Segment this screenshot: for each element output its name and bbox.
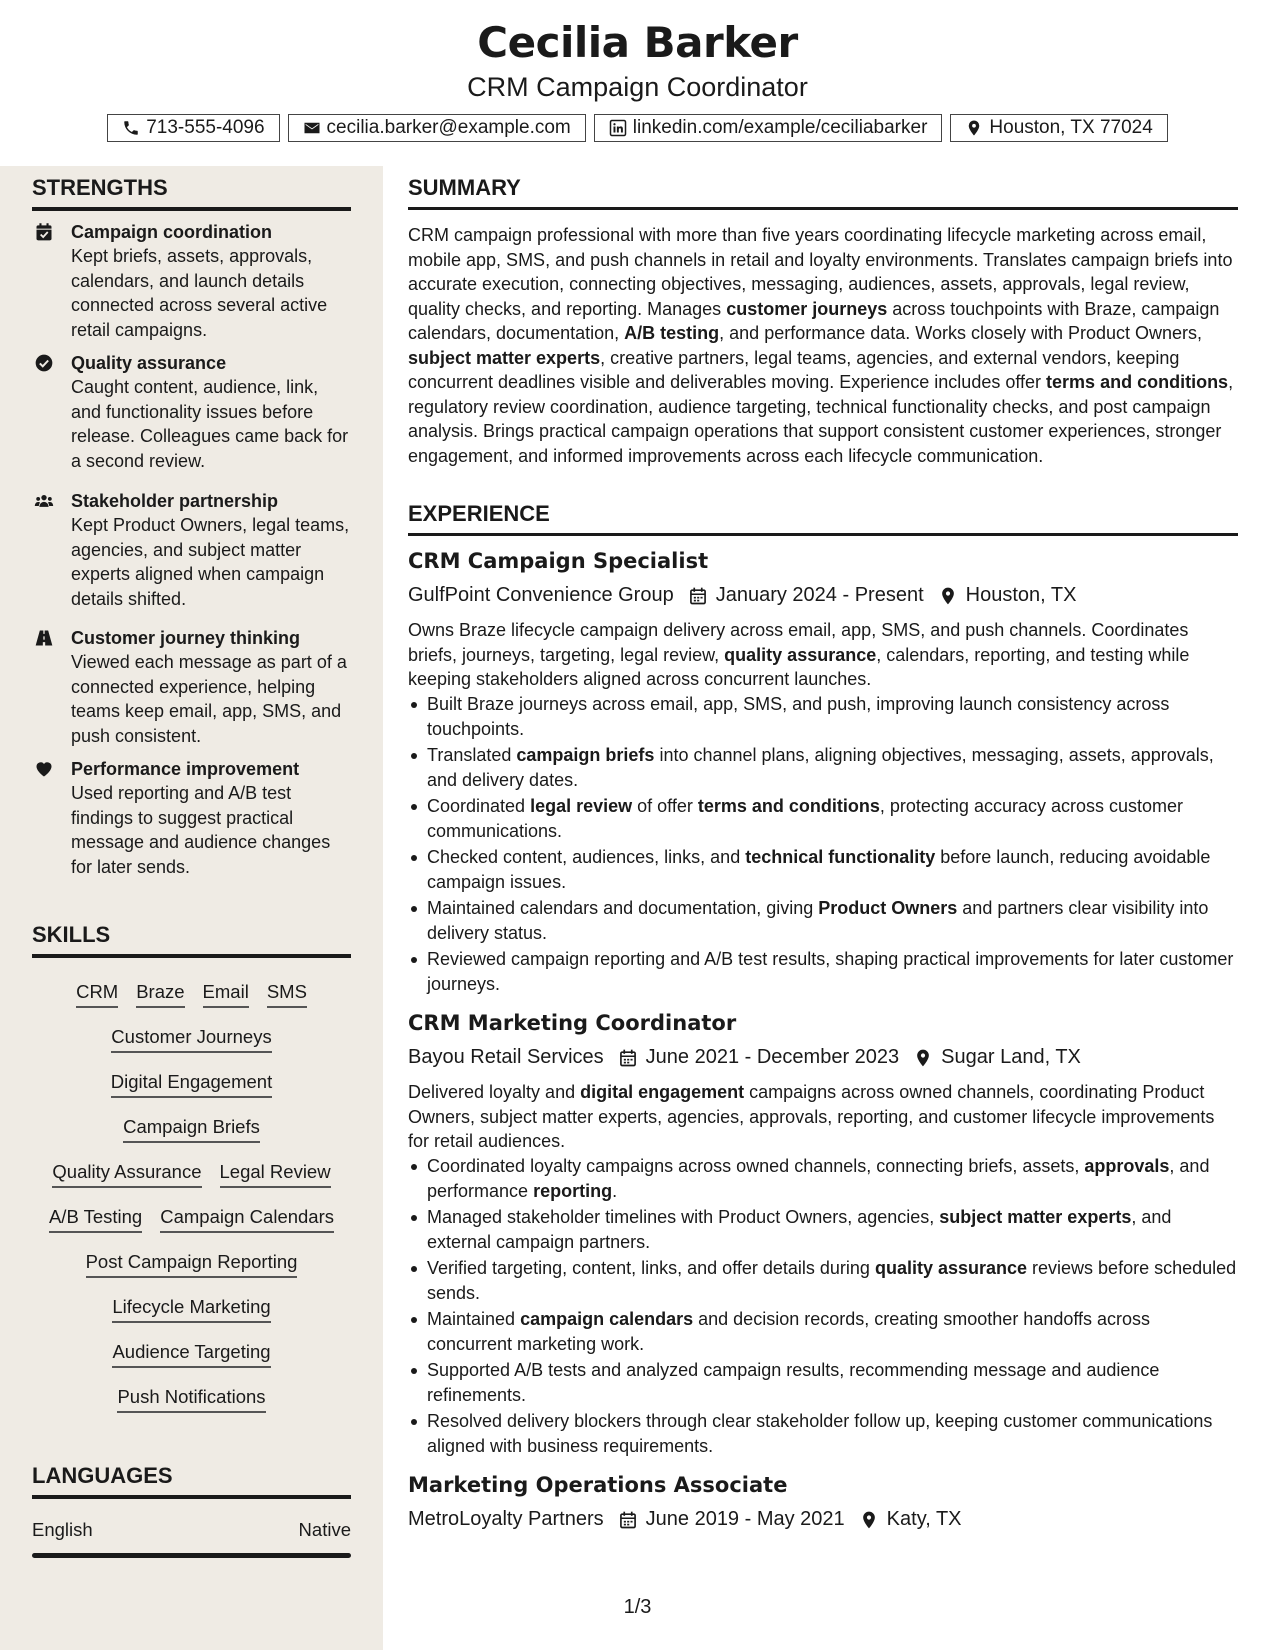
strength-item [32,351,352,473]
contact-email-text: cecilia.barker@example.com [326,117,571,138]
summary-text: CRM campaign professional with more than five years coordinating lifecycle marketing across email, mobile app, SMS, and push channels in retail and loyalty environments. Translates campaign briefs into accurate execution, connecting objectives, messaging, audiences, assets, approvals, legal review, quality checks, and reporting. Manages customer journeys across touchpoints with Braze, campaign calendars, documentation, A/B testing, and performance data. Works closely with Product Owners, subject matter experts, creative partners, legal teams, agencies, and external vendors, keeping concurrent deadlines visible and deliverables moving. Experience includes offer terms and conditions, regulatory review coordination, audience targeting, technical functionality checks, and post campaign analysis. Brings practical campaign operations that support consistent customer experiences, stronger engagement, and informed improvements across each lifecycle communication. [408,225,1234,466]
calendar-icon [688,586,708,606]
page-number: 1/3 [623,1596,652,1618]
emphasis: A/B testing [624,323,720,343]
skill-tag: Legal Review [220,1161,331,1188]
sidebar [0,166,383,1650]
candidate-title: CRM Campaign Coordinator [467,72,808,102]
emphasis: customer journeys [726,298,888,319]
contact-phone-text: 713-555-4096 [146,117,265,138]
bullet-item: Resolved delivery blockers through clear stakeholder follow up, keeping customer communications aligned with business requirements. [408,1409,1238,1458]
skill-row [32,1341,351,1368]
skill-tag: Campaign Calendars [160,1206,334,1233]
contact-location-text: Houston, TX 77024 [989,117,1153,138]
strength-title: Quality assurance [71,353,227,373]
bullet-item: Checked content, audiences, links, and technical functionality before launch, reducing avoidable campaign issues. [408,845,1238,894]
skill-tag: CRM [76,981,118,1008]
bullet-item: Coordinated loyalty campaigns across owned channels, connecting briefs, assets, approvals, and performance reporting. [408,1154,1238,1203]
users-icon [34,491,54,511]
experience-heading: EXPERIENCE [408,501,1238,536]
job-description: Owns Braze lifecycle campaign delivery across email, app, SMS, and push channels. Coordinates briefs, journeys, targeting, legal review, quality assurance, calendars, reporting, and testing while keeping stakeholders aligned across concurrent launches. [408,620,1190,689]
bullet-item: Maintained campaign calendars and decision records, creating smoother handoffs across concurrent marketing work. [408,1307,1238,1356]
skill-tag: Push Notifications [117,1386,265,1413]
strength-desc: Viewed each message as part of a connected experience, helping teams keep email, app, SMS, and push consistent. [71,652,347,746]
strength-desc: Used reporting and A/B test findings to suggest practical message and audience changes for later sends. [71,783,331,877]
emphasis: campaign briefs [516,745,655,765]
heart-icon [34,759,54,779]
job-title: CRM Marketing Coordinator [408,1011,737,1035]
strength-title: Campaign coordination [71,222,273,242]
contact-email[interactable] [288,114,586,142]
map-pin-icon [913,1048,933,1068]
emphasis: terms and conditions [697,796,880,816]
skill-tag: Post Campaign Reporting [86,1251,298,1278]
contact-linkedin[interactable] [594,114,943,142]
skill-tag: Digital Engagement [111,1071,272,1098]
skill-tag: SMS [267,981,307,1008]
contact-location[interactable] [950,114,1167,142]
strength-item [32,757,352,879]
skill-tag: Quality Assurance [52,1161,201,1188]
job-title: Marketing Operations Associate [408,1473,788,1497]
skill-tag: A/B Testing [49,1206,142,1233]
language-name: English [32,1519,93,1540]
job-company: GulfPoint Convenience Group [408,584,674,606]
strengths-heading: STRENGTHS [32,175,351,211]
linkedin-icon [609,119,627,137]
strength-title: Customer journey thinking [71,628,301,648]
emphasis: reporting [533,1180,613,1201]
emphasis: legal review [530,796,633,816]
strength-desc: Kept Product Owners, legal teams, agencies, and subject matter experts aligned when campaign details shifted. [71,515,350,609]
job-meta [408,1046,1081,1069]
job-location: Katy, TX [886,1508,962,1530]
skill-row [32,1161,351,1188]
emphasis: campaign calendars [520,1309,694,1329]
bullet-item: Verified targeting, content, links, and offer details during quality assurance reviews before scheduled sends. [408,1256,1238,1305]
job-company: MetroLoyalty Partners [408,1508,604,1530]
skill-row [32,981,351,1008]
job-location: Houston, TX [965,584,1077,606]
map-pin-icon [965,119,983,137]
map-pin-icon [859,1510,879,1530]
check-circle-icon [34,353,54,373]
bullet-item: Supported A/B tests and analyzed campaign results, recommending message and audience refinements. [408,1358,1238,1407]
job-description: Delivered loyalty and digital engagement campaigns across owned channels, coordinating Product Owners, subject matter experts, agencies, approvals, reporting, and customer lifecycle improvements for retail audiences. [408,1082,1215,1151]
language-row [32,1519,351,1541]
contact-phone[interactable] [107,114,279,142]
strength-item [32,626,352,748]
envelope-icon [303,119,321,137]
bullet-item: Managed stakeholder timelines with Product Owners, agencies, subject matter experts, and external campaign partners. [408,1205,1238,1254]
skill-row [32,1206,351,1233]
emphasis: approvals [1084,1156,1170,1176]
emphasis: subject matter experts [939,1207,1132,1227]
skill-tag: Lifecycle Marketing [112,1296,270,1323]
skill-row [32,1116,351,1143]
skill-row [32,1386,351,1413]
road-icon [34,628,54,648]
strength-title: Stakeholder partnership [71,491,279,511]
skill-tag: Customer Journeys [111,1026,271,1053]
skill-row [32,1296,351,1323]
strength-title: Performance improvement [71,759,300,779]
candidate-name: Cecilia Barker [477,18,798,67]
calendar-check-icon [34,222,54,242]
strength-item [32,220,352,342]
language-level: Native [298,1519,351,1540]
job-company: Bayou Retail Services [408,1046,604,1068]
strength-item [32,489,352,611]
strength-desc: Caught content, audience, link, and functionality issues before release. Colleagues came back for a second review. [71,377,349,471]
skill-row [32,1071,351,1098]
contact-linkedin-text: linkedin.com/example/ceciliabarker [632,117,928,138]
emphasis: Product Owners [818,898,958,918]
skill-row [32,1251,351,1278]
language-level-bar [32,1553,351,1558]
emphasis: terms and conditions [1046,372,1229,392]
skill-tag: Audience Targeting [112,1341,270,1368]
skills-heading: SKILLS [32,922,351,958]
emphasis: subject matter experts [408,347,601,368]
emphasis: quality assurance [874,1258,1028,1278]
job-title: CRM Campaign Specialist [408,549,709,573]
job-meta [408,1508,962,1531]
calendar-icon [618,1048,638,1068]
skill-tag: Braze [136,981,184,1008]
job-dates: January 2024 - Present [715,584,924,606]
bullet-item: Reviewed campaign reporting and A/B test results, shaping practical improvements for later customer journeys. [408,947,1238,996]
emphasis: quality assurance [724,644,877,665]
job-bullets [408,1154,1238,1460]
summary-heading: SUMMARY [408,175,1238,210]
job-dates: June 2019 - May 2021 [645,1508,845,1530]
skill-tag: Campaign Briefs [123,1116,260,1143]
job-dates: June 2021 - December 2023 [645,1046,900,1068]
map-pin-icon [938,586,958,606]
bullet-item: Built Braze journeys across email, app, SMS, and push, improving launch consistency across touchpoints. [408,692,1238,741]
phone-icon [122,119,140,137]
job-meta [408,584,1076,607]
languages-heading: LANGUAGES [32,1463,351,1499]
calendar-icon [618,1510,638,1530]
resume-header [0,0,1275,166]
emphasis: digital engagement [580,1082,745,1102]
bullet-item: Coordinated legal review of offer terms and conditions, protecting accuracy across customer communications. [408,794,1238,843]
job-location: Sugar Land, TX [941,1046,1081,1068]
contact-bar [0,114,1275,142]
skill-tag: Email [203,981,249,1008]
skill-row [32,1026,351,1053]
job-bullets [408,692,1238,998]
bullet-item: Maintained calendars and documentation, giving Product Owners and partners clear visibility into delivery status. [408,896,1238,945]
bullet-item: Translated campaign briefs into channel plans, aligning objectives, messaging, assets, approvals, and delivery dates. [408,743,1238,792]
strength-desc: Kept briefs, assets, approvals, calendars, and launch details connected across several active retail campaigns. [71,246,328,340]
emphasis: technical functionality [745,847,936,867]
